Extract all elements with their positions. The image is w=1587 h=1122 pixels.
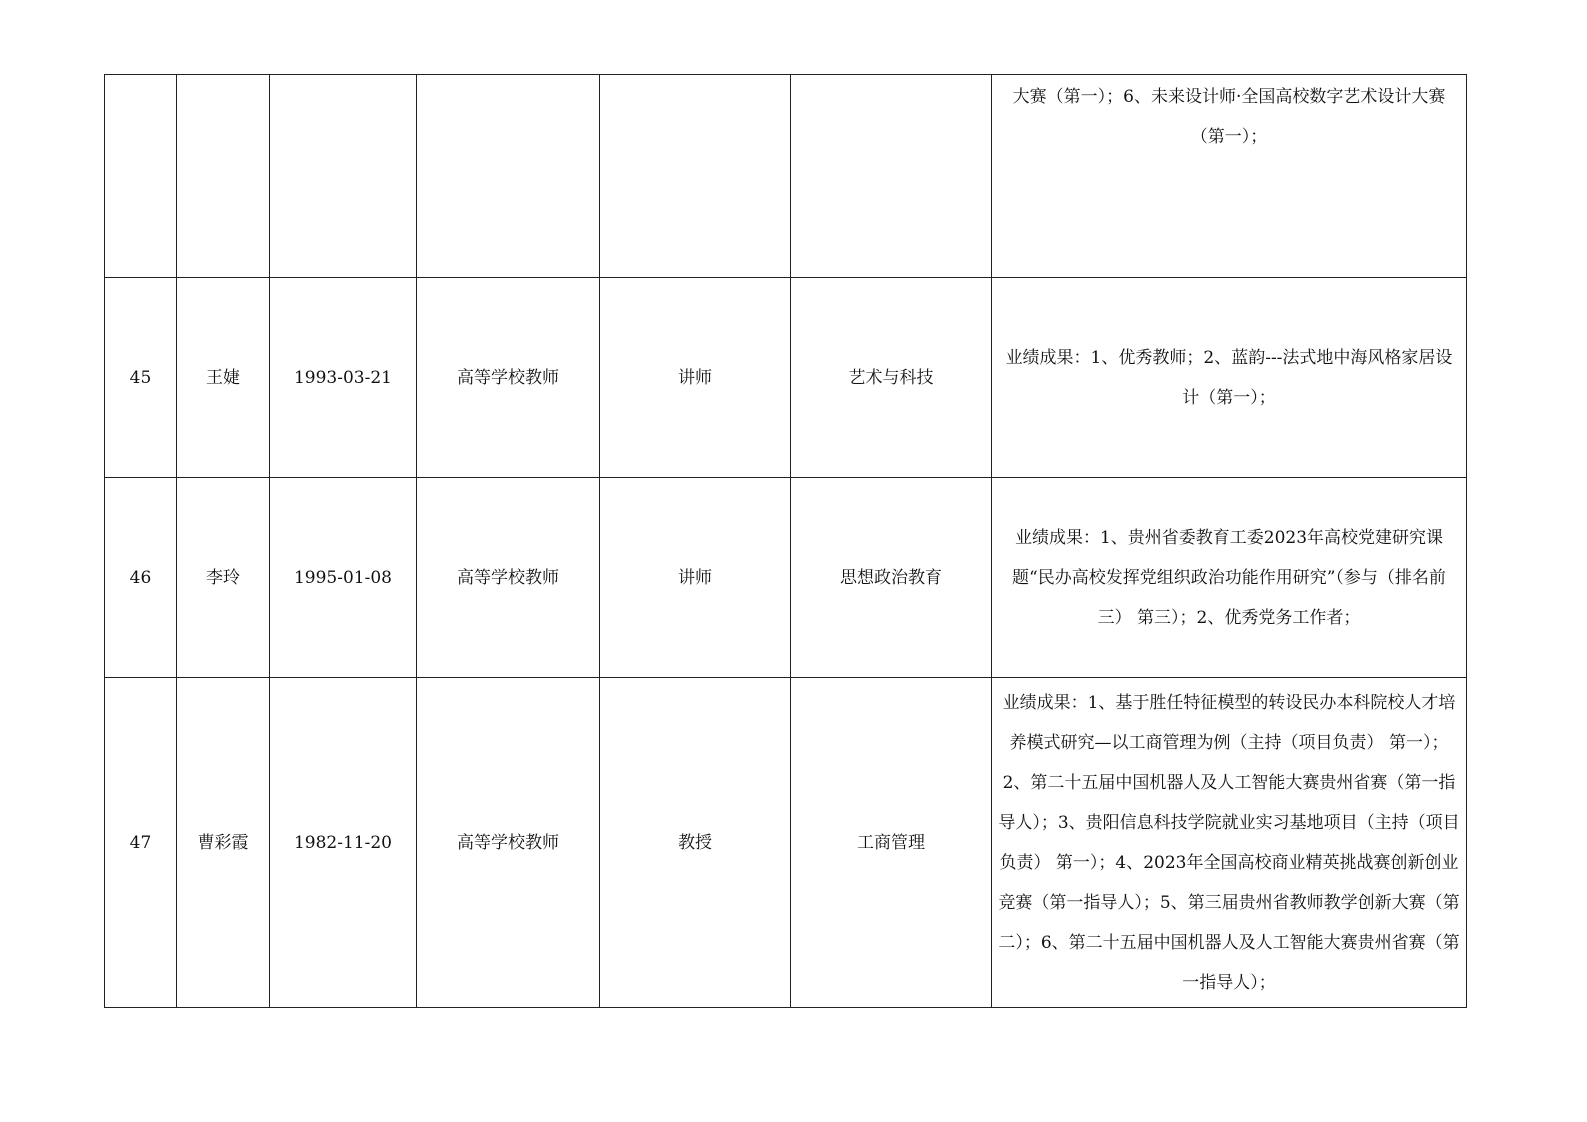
table-row: [105, 278, 1467, 478]
cell-position-series: 高等学校教师: [417, 278, 600, 478]
cell-position-series: 高等学校教师: [417, 678, 600, 1008]
table-row: [105, 678, 1467, 1008]
cell-achievements: 业绩成果：1、贵州省委教育工委2023年高校党建研究课题“民办高校发挥党组织政治功能作用研究”（参与（排名前三） 第三）；2、优秀党务工作者；: [992, 478, 1467, 678]
cell-discipline: 工商管理: [791, 678, 992, 1008]
cell-birth-date: [270, 75, 417, 278]
cell-title: 讲师: [600, 478, 791, 678]
cell-achievements: 业绩成果：1、基于胜任特征模型的转设民办本科院校人才培养模式研究—以工商管理为例（主持（项目负责） 第一）；2、第二十五届中国机器人及人工智能大赛贵州省赛（第一指导人）；3、贵阳信息科技学院就业实习基地项目（主持（项目负责） 第一）；4、2023年全国高校商业精英挑战赛创新创业竞赛（第一指导人）；5、第三届贵州省教师教学创新大赛（第二）；6、第二十五届中国机器人及人工智能大赛贵州省赛（第一指导人）；: [992, 678, 1467, 1008]
cell-title: 讲师: [600, 278, 791, 478]
cell-index: 47: [105, 678, 177, 1008]
cell-name: 李玲: [177, 478, 270, 678]
cell-name: 王婕: [177, 278, 270, 478]
table-row: [105, 478, 1467, 678]
cell-discipline: [791, 75, 992, 278]
cell-achievements: 业绩成果：1、优秀教师；2、蓝韵---法式地中海风格家居设计（第一）；: [992, 278, 1467, 478]
cell-index: 45: [105, 278, 177, 478]
cell-achievements: 大赛（第一）；6、未来设计师·全国高校数字艺术设计大赛（第一）；: [992, 75, 1467, 278]
cell-position-series: 高等学校教师: [417, 478, 600, 678]
cell-title: [600, 75, 791, 278]
cell-discipline: 思想政治教育: [791, 478, 992, 678]
personnel-table: [104, 74, 1467, 1008]
table-row-continued: [105, 75, 1467, 278]
cell-birth-date: 1993-03-21: [270, 278, 417, 478]
cell-position-series: [417, 75, 600, 278]
cell-name: [177, 75, 270, 278]
cell-index: 46: [105, 478, 177, 678]
cell-title: 教授: [600, 678, 791, 1008]
cell-index: [105, 75, 177, 278]
cell-birth-date: 1982-11-20: [270, 678, 417, 1008]
cell-name: 曹彩霞: [177, 678, 270, 1008]
cell-birth-date: 1995-01-08: [270, 478, 417, 678]
cell-discipline: 艺术与科技: [791, 278, 992, 478]
